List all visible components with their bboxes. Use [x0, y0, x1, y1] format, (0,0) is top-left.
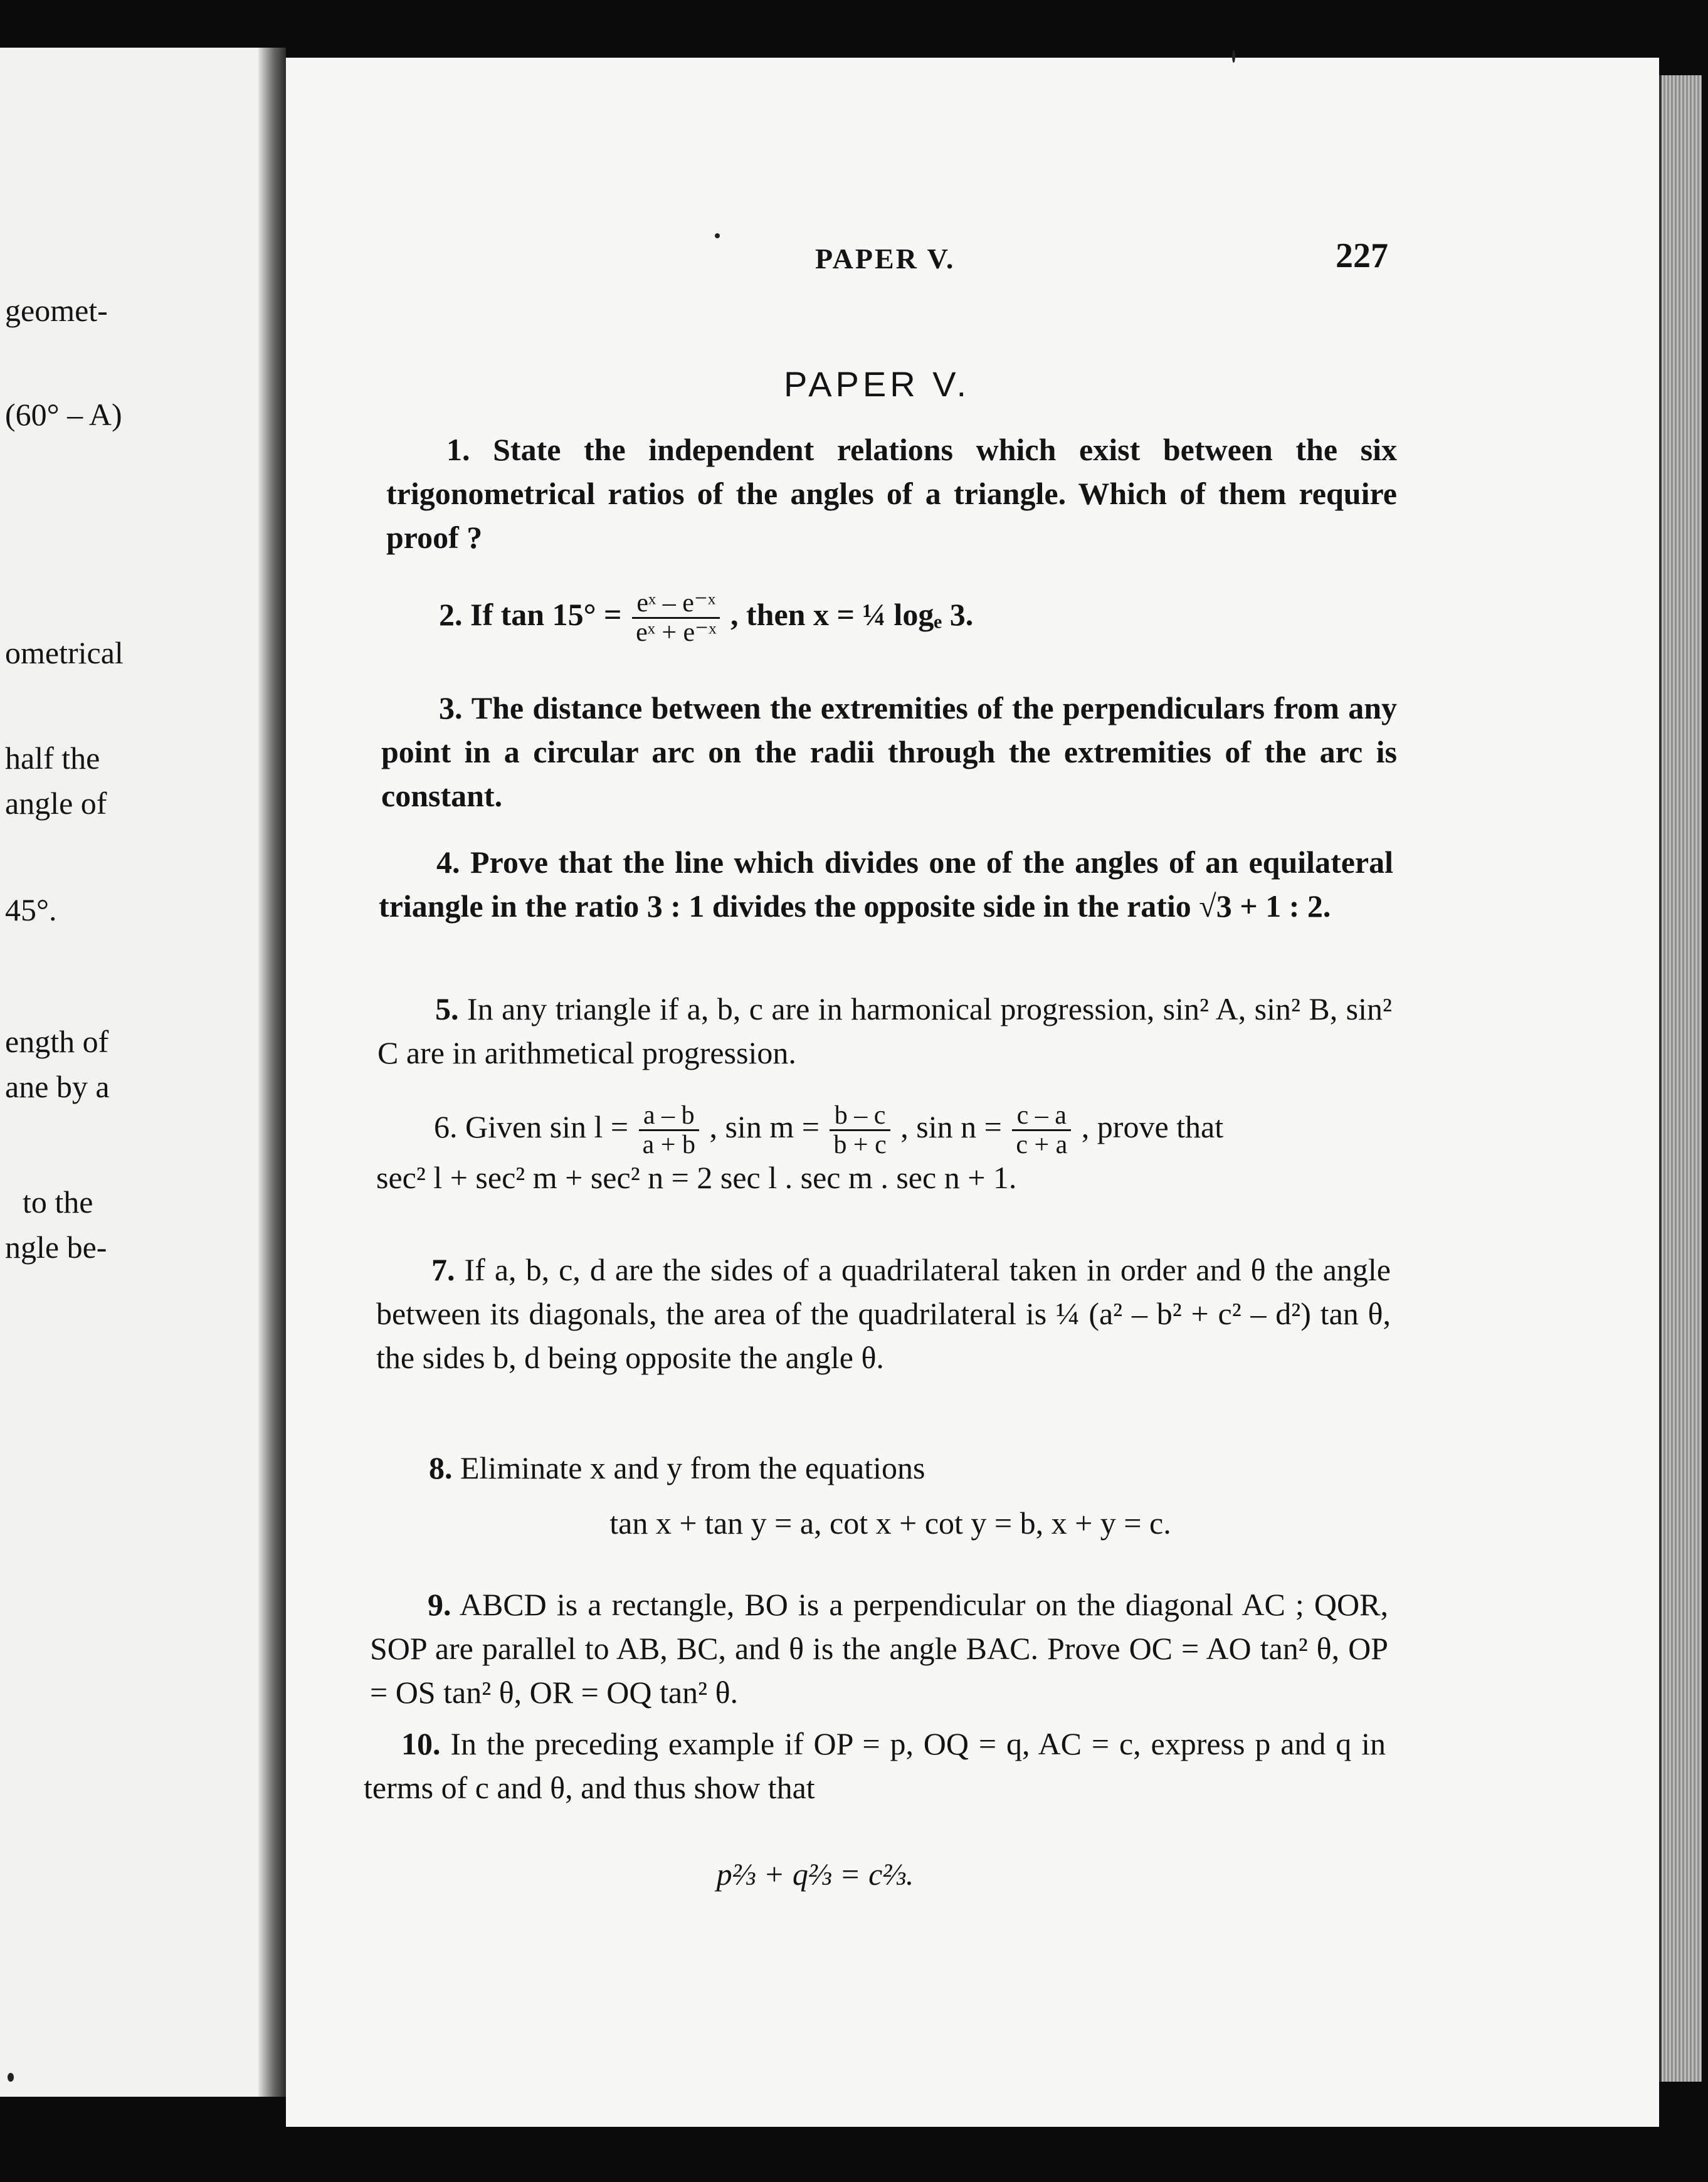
- left-fragment: to the: [23, 1184, 93, 1220]
- question-text: ABCD is a rectangle, BO is a perpendicular on the diagonal AC ; QOR, SOP are parallel to AB, BC, and θ is the angle BAC. Prove OC = AO tan² θ, OP = OS tan² θ, OR = OQ tan² θ.: [370, 1587, 1388, 1710]
- question-10-equation: p⅔ + q⅔ = c⅔.: [716, 1857, 914, 1892]
- question-text: The distance between the extremities of the perpendiculars from any point in a circular arc on the radii through the extremities of the arc is constant.: [381, 690, 1398, 813]
- question-number: 7.: [431, 1252, 455, 1287]
- question-number: 2.: [439, 597, 463, 632]
- question-10: [364, 1722, 1386, 1810]
- question-number: 1.: [446, 432, 470, 467]
- fraction: [632, 589, 720, 646]
- question-7: [376, 1248, 1391, 1379]
- question-text-post: , then x = ¼ logₑ 3.: [730, 597, 974, 632]
- scan-speck: [1232, 50, 1235, 63]
- question-text: In the preceding example if OP = p, OQ = q, AC = c, express p and q in terms of c and θ, and thus show that: [364, 1726, 1386, 1805]
- question-3: [381, 686, 1397, 818]
- question-number: 9.: [428, 1587, 451, 1622]
- left-fragment: ane by a: [5, 1069, 110, 1104]
- fraction-denominator: a + b: [642, 1131, 695, 1160]
- paper-title: PAPER V.: [784, 364, 971, 404]
- left-fragment: 45°.: [5, 892, 57, 927]
- left-page: [0, 48, 258, 2097]
- right-page: [286, 58, 1659, 2127]
- fraction-m: [830, 1102, 890, 1159]
- question-6-line-2: sec² l + sec² m + sec² n = 2 sec l . sec m . sec n + 1.: [376, 1160, 1017, 1196]
- question-8-equation: tan x + tan y = a, cot x + cot y = b, x + y = c.: [609, 1505, 1171, 1541]
- question-text: Prove that the line which divides one of the angles of an equilateral triangle in the ratio 3 : 1 divides the opposite side in the ratio √3 + 1 : 2.: [379, 845, 1393, 924]
- question-4: [379, 840, 1393, 928]
- question-8: [376, 1446, 1391, 1490]
- question-6: [376, 1099, 1392, 1196]
- question-text-tail: , prove that: [1081, 1109, 1224, 1144]
- question-number: 6.: [434, 1109, 458, 1144]
- question-number: 5.: [435, 991, 459, 1026]
- question-2: [439, 583, 1379, 646]
- question-text-given: Given sin l =: [465, 1109, 629, 1144]
- scan-speck: [8, 2073, 14, 2082]
- question-number: 4.: [436, 845, 460, 880]
- fraction-numerator: a – b: [639, 1102, 699, 1131]
- left-fragment: ometrical: [5, 635, 124, 670]
- question-number: 10.: [401, 1726, 441, 1761]
- question-9: [370, 1583, 1388, 1714]
- fraction-denominator: c + a: [1016, 1131, 1068, 1160]
- fraction-numerator: c – a: [1012, 1102, 1071, 1131]
- page-edge: [1659, 75, 1702, 2082]
- fraction-numerator: eˣ – e⁻ˣ: [632, 589, 720, 619]
- question-1: [386, 428, 1397, 559]
- question-5: [377, 987, 1392, 1075]
- fraction-l: [639, 1102, 699, 1159]
- question-number: 3.: [439, 690, 463, 725]
- question-number: 8.: [429, 1450, 453, 1485]
- question-text: Eliminate x and y from the equations: [460, 1450, 925, 1485]
- running-head: PAPER V.: [815, 243, 956, 275]
- fraction-denominator: b + c: [833, 1131, 887, 1160]
- question-6-line-1: [376, 1099, 1392, 1159]
- fraction-numerator: b – c: [830, 1102, 890, 1131]
- left-fragment: half the: [5, 741, 100, 776]
- left-fragment: ength of: [5, 1024, 109, 1059]
- book-gutter: [258, 48, 286, 2097]
- left-fragment: angle of: [5, 786, 107, 821]
- fraction-denominator: eˣ + e⁻ˣ: [636, 618, 717, 648]
- question-text: State the independent relations which exist between the six trigonometrical ratios of the angles of a triangle. Which of them require proof ?: [386, 432, 1397, 555]
- question-text-mid: , sin m =: [709, 1109, 820, 1144]
- left-fragment: ngle be-: [5, 1230, 107, 1265]
- question-text: If a, b, c, d are the sides of a quadrilateral taken in order and θ the angle between its diagonals, the area of the quadrilateral is ¼ (a² – b² + c² – d²) tan θ, the sides b, d being opposite the angle θ.: [376, 1252, 1391, 1375]
- left-fragment: (60° – A): [5, 397, 122, 432]
- left-fragment: geomet-: [5, 293, 108, 328]
- scan-speck: [715, 233, 720, 238]
- question-text: In any triangle if a, b, c are in harmonical progression, sin² A, sin² B, sin² C are in arithmetical progression.: [377, 991, 1393, 1070]
- question-text-pre: If tan 15° =: [470, 597, 622, 632]
- fraction-n: [1012, 1102, 1071, 1159]
- page-number: 227: [1336, 236, 1388, 275]
- question-text-mid: , sin n =: [900, 1109, 1002, 1144]
